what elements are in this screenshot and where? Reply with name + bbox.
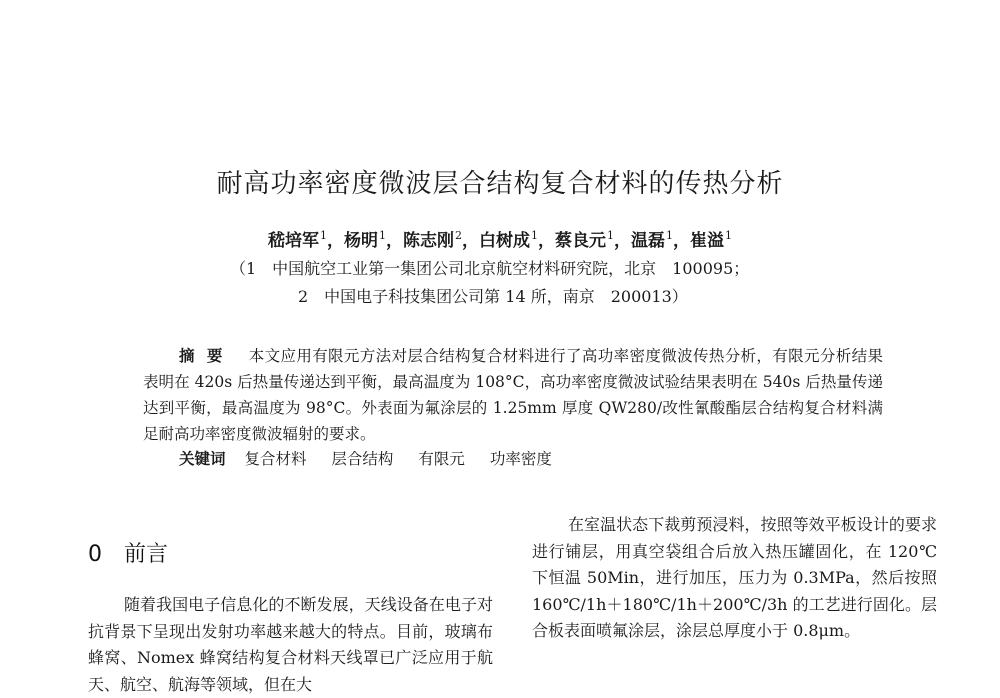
author-affiliation-mark: 1 — [531, 229, 538, 243]
author-affiliation-mark: 1 — [725, 229, 732, 243]
author-separator: ， — [386, 231, 403, 251]
affiliation-1: （1 中国航空工业第一集团公司北京航空材料研究院，北京 100095； — [230, 259, 750, 278]
author-separator: ， — [673, 231, 690, 251]
author-separator: ， — [614, 231, 631, 251]
author-affiliation-mark: 1 — [666, 229, 673, 243]
right-column-paragraph: 在室温状态下裁剪预浸料，按照等效平板设计的要求进行铺层，用真空袋组合后放入热压罐固化，在 120℃下恒温 50Min，进行加压，压力为 0.3MPa，然后按照 160℃/1h＋180℃/1h＋200℃/3h 的工艺进行固化。层合板表面喷氟涂层，涂层总厚度小于 0.8μm。 — [532, 515, 937, 640]
author-separator: ， — [538, 231, 555, 251]
keyword: 层合结构 — [331, 450, 394, 468]
author-list — [0, 226, 1000, 251]
section-heading — [88, 537, 168, 568]
author-affiliation-mark: 2 — [455, 229, 462, 243]
keywords-label: 关键词 — [179, 449, 226, 468]
abstract-text: 本文应用有限元方法对层合结构复合材料进行了高功率密度微波传热分析，有限元分析结果表明在 420s 后热量传递达到平衡，最高温度为 108°C，高功率密度微波试验结果表明在 540s 后热量传递达到平衡，最高温度为 98°C。外表面为氟涂层的 1.25mm 厚度 QW280/改性氰酸酯层合结构复合材料满足耐高功率密度微波辐射的要求。 — [143, 347, 883, 443]
author-affiliation-mark: 1 — [320, 229, 327, 243]
author-separator: ， — [462, 231, 479, 251]
abstract-label: 摘要 — [179, 346, 235, 365]
author-name: 陈志刚 — [403, 231, 454, 251]
left-column-paragraph: 随着我国电子信息化的不断发展，天线设备在电子对抗背景下呈现出发射功率越来越大的特点。目前，玻璃布蜂窝、Nomex 蜂窝结构复合材料天线罩已广泛应用于航天、航空、航海等领域，但在大 — [88, 595, 493, 694]
keyword: 复合材料 — [244, 450, 307, 468]
author-name: 白树成 — [479, 231, 530, 251]
author-separator: ， — [327, 231, 344, 251]
author-name: 嵇培军 — [268, 231, 319, 251]
affiliation-2: 2 中国电子科技集团公司第 14 所，南京 200013） — [298, 287, 688, 306]
author-name: 崔溢 — [690, 231, 724, 251]
section-title: 前言 — [124, 542, 169, 567]
keywords — [179, 447, 572, 469]
keyword: 有限元 — [418, 450, 465, 468]
paper-title: 耐高功率密度微波层合结构复合材料的传热分析 — [216, 169, 784, 199]
author-name: 温磊 — [631, 231, 665, 251]
author-affiliation-mark: 1 — [379, 229, 386, 243]
author-name: 蔡良元 — [555, 231, 606, 251]
abstract — [143, 343, 883, 447]
section-number: 0 — [88, 542, 102, 567]
author-name: 杨明 — [344, 231, 378, 251]
author-affiliation-mark: 1 — [607, 229, 614, 243]
keyword: 功率密度 — [489, 450, 552, 468]
